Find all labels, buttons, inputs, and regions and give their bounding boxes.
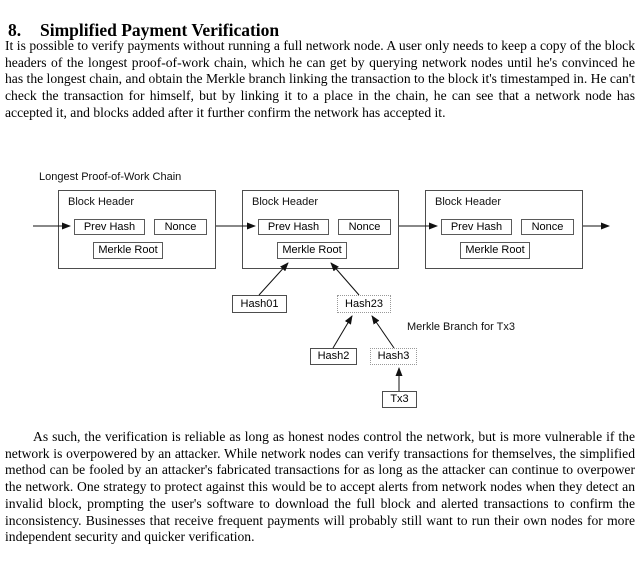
prev-hash-box: Prev Hash [74,219,145,235]
merkle-root-box: Merkle Root [460,242,530,259]
block-header-title: Block Header [435,196,502,208]
section-title: Simplified Payment Verification [40,19,280,40]
block-header-title: Block Header [252,196,319,208]
arrow-hash2-to-hash23 [333,316,352,348]
tx3-box: Tx3 [382,391,417,408]
nonce-box: Nonce [521,219,574,235]
section-number: 8. [8,19,22,40]
nonce-box: Nonce [154,219,207,235]
block-header-title: Block Header [68,196,135,208]
prev-hash-box: Prev Hash [258,219,329,235]
hash2-box: Hash2 [310,348,357,365]
block-header-box-2 [242,190,399,269]
paragraph-conclusion: As such, the verification is reliable as long as honest nodes control the network, but is more vulnerable if the network is overpowered by an attacker. While network nodes can verify transactions for themselves, the simplified method can be fooled by an attacker's fabricated transactions for as long as the attacker can continue to overpower the network. One strategy to protect against this would be to accept alerts from network nodes when they detect an invalid block, prompting the user's software to download the full block and alerted transactions to confirm the inconsistency. Businesses that receive frequent payments will probably still want to run their own nodes for more independent security and quicker verification. [5,429,635,545]
prev-hash-box: Prev Hash [441,219,512,235]
nonce-box: Nonce [338,219,391,235]
hash23-box: Hash23 [337,295,391,313]
merkle-root-box: Merkle Root [93,242,163,259]
merkle-branch-label: Merkle Branch for Tx3 [407,321,516,333]
hash01-box: Hash01 [232,295,287,313]
merkle-diagram-figure [0,165,640,415]
block-header-box-3 [425,190,583,269]
arrow-hash3-to-hash23 [372,316,394,348]
merkle-root-box: Merkle Root [277,242,347,259]
block-header-box-1 [58,190,216,269]
chain-label: Longest Proof-of-Work Chain [39,171,182,183]
section-heading [8,20,279,40]
paragraph-intro: It is possible to verify payments without running a full network node. A user only needs to keep a copy of the block headers of the longest proof-of-work chain, which he can get by querying network nodes until he's convinced he has the longest chain, and obtain the Merkle branch linking the transaction to the block it's timestamped in. He can't check the transaction for himself, but by linking it to a place in the chain, he can see that a network node has accepted it, and blocks added after it further confirm the network has accepted it. [5,38,635,120]
hash3-box: Hash3 [370,348,417,365]
